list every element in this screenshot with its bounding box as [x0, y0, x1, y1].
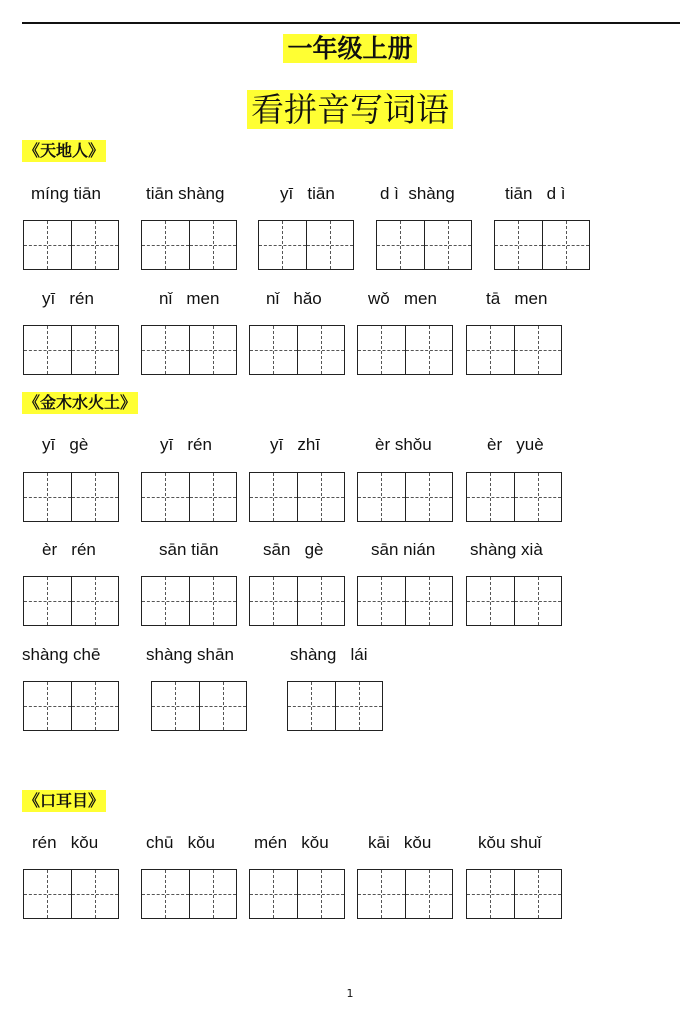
- grade-text: 一年级上册: [283, 34, 416, 63]
- pinyin-word: sān gè: [263, 540, 324, 559]
- writing-box[interactable]: [23, 681, 119, 731]
- pinyin-word: kāi kǒu: [368, 833, 432, 852]
- pinyin-word: shàng chē: [22, 645, 101, 664]
- writing-box[interactable]: [466, 576, 562, 626]
- page-title-text: 看拼音写词语: [247, 90, 453, 129]
- grade-label: [0, 29, 700, 65]
- pinyin-word: mén kǒu: [254, 833, 329, 852]
- pinyin-word: tiān shàng: [146, 184, 225, 203]
- pinyin-word: sān tiān: [159, 540, 219, 559]
- pinyin-word: shàng shān: [146, 645, 234, 664]
- pinyin-word: tā men: [486, 289, 548, 308]
- pinyin-word: nǐ men: [159, 289, 220, 308]
- writing-box[interactable]: [141, 576, 237, 626]
- page-number: 1: [346, 987, 354, 1000]
- writing-box[interactable]: [494, 220, 590, 270]
- writing-box[interactable]: [23, 869, 119, 919]
- writing-box[interactable]: [141, 325, 237, 375]
- writing-box[interactable]: [249, 325, 345, 375]
- section-heading-tiandiren: 《天地人》: [24, 141, 105, 160]
- pinyin-word: chū kǒu: [146, 833, 215, 852]
- pinyin-word: d ì shàng: [380, 184, 455, 203]
- writing-box[interactable]: [466, 869, 562, 919]
- writing-box[interactable]: [141, 472, 237, 522]
- pinyin-word: èr rén: [42, 540, 96, 559]
- writing-box[interactable]: [249, 576, 345, 626]
- writing-box[interactable]: [141, 869, 237, 919]
- pinyin-word: wǒ men: [368, 289, 437, 308]
- pinyin-word: yī rén: [160, 435, 212, 454]
- pinyin-word: yī gè: [42, 435, 89, 454]
- writing-box[interactable]: [23, 220, 119, 270]
- writing-box[interactable]: [357, 869, 453, 919]
- pinyin-word: míng tiān: [31, 184, 101, 203]
- writing-box[interactable]: [258, 220, 354, 270]
- writing-box[interactable]: [23, 325, 119, 375]
- writing-box[interactable]: [357, 472, 453, 522]
- pinyin-word: èr shǒu: [375, 435, 432, 454]
- pinyin-word: sān nián: [371, 540, 436, 559]
- writing-box[interactable]: [357, 576, 453, 626]
- section-heading-jinmushuihuotu: 《金木水火土》: [24, 393, 137, 412]
- pinyin-word: èr yuè: [487, 435, 544, 454]
- page-title: [0, 84, 700, 131]
- pinyin-word: yī rén: [42, 289, 94, 308]
- writing-box[interactable]: [357, 325, 453, 375]
- pinyin-word: yī zhī: [270, 435, 321, 454]
- pinyin-word: shàng lái: [290, 645, 368, 664]
- top-rule: [22, 22, 680, 24]
- writing-box[interactable]: [151, 681, 247, 731]
- writing-box[interactable]: [23, 576, 119, 626]
- writing-box[interactable]: [466, 472, 562, 522]
- writing-box[interactable]: [287, 681, 383, 731]
- writing-box[interactable]: [249, 869, 345, 919]
- writing-box[interactable]: [249, 472, 345, 522]
- pinyin-word: rén kǒu: [32, 833, 99, 852]
- writing-box[interactable]: [376, 220, 472, 270]
- writing-box[interactable]: [141, 220, 237, 270]
- pinyin-word: kǒu shuǐ: [478, 833, 542, 852]
- pinyin-word: shàng xià: [470, 540, 543, 559]
- pinyin-word: nǐ hǎo: [266, 289, 322, 308]
- pinyin-word: yī tiān: [280, 184, 335, 203]
- pinyin-word: tiān d ì: [505, 184, 566, 203]
- writing-box[interactable]: [466, 325, 562, 375]
- section-heading-kouermu: 《口耳目》: [24, 791, 105, 810]
- writing-box[interactable]: [23, 472, 119, 522]
